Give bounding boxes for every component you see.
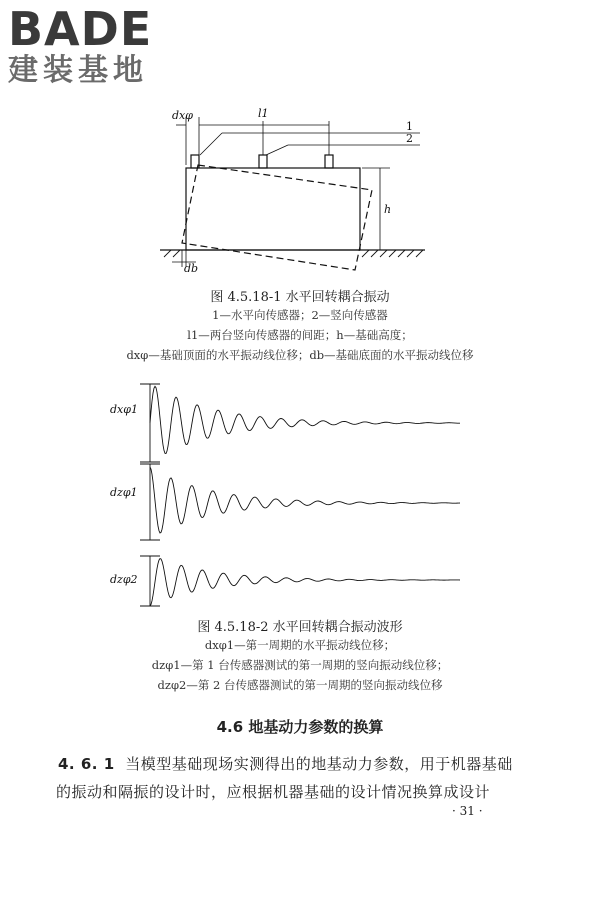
label-sensor-1: 1 [406,120,413,133]
foundation-block [186,168,360,250]
logo-wordmark: BADE [8,2,153,56]
figure2-note-1: dxφ1—第一周期的水平振动线位移； [204,638,396,652]
figure1-note-2: l1—两台竖向传感器的间距；h—基础高度； [187,328,413,342]
figure1-caption: 图 4.5.18-1 水平回转耦合振动 [210,290,390,305]
wave1 [150,386,460,453]
label-dxa: dxφ [172,109,193,122]
page-number: · 31 · [452,804,483,818]
paragraph-line-1 [58,750,558,778]
paragraph-4-6-1 [58,750,558,806]
displaced-outline [182,165,372,270]
label-sensor-2: 2 [406,132,413,145]
waveform-diagram [0,380,600,610]
sensor-2b [325,155,333,168]
label-dzphi1: dzφ1 [110,486,138,499]
label-db: db [184,262,199,275]
figure2-caption: 图 4.5.18-2 水平回转耦合振动波形 [197,620,403,635]
logo-subtitle: 建装基地 [8,53,148,88]
label-dzphi2: dzφ2 [110,573,138,586]
wave3 [150,559,460,606]
section-heading: 4.6 地基动力参数的换算 [216,718,384,736]
label-h: h [384,203,392,216]
foundation-diagram [0,105,600,275]
clause-number: 4. 6. 1 [58,755,115,773]
paragraph-text-1: 当模型基础现场实测得出的地基动力参数，用于机器基础 [125,755,513,773]
figure1-note-1: 1—水平向传感器；2—竖向传感器 [212,308,388,322]
figure1-note-3: dxφ—基础顶面的水平振动线位移；db—基础底面的水平振动线位移 [126,348,474,362]
paragraph-text-2: 的振动和隔振的设计时，应根据机器基础的设计情况换算成设计 [56,783,491,801]
figure2-note-3: dzφ2—第 2 台传感器测试的第一周期的竖向振动线位移 [157,678,443,692]
sensor-2a [259,155,267,168]
figure2-note-2: dzφ1—第 1 台传感器测试的第一周期的竖向振动线位移； [151,658,449,672]
label-l1: l1 [258,107,269,120]
label-dxphi1: dxφ1 [110,403,138,416]
wave2 [150,467,460,533]
bade-logo [8,2,153,88]
